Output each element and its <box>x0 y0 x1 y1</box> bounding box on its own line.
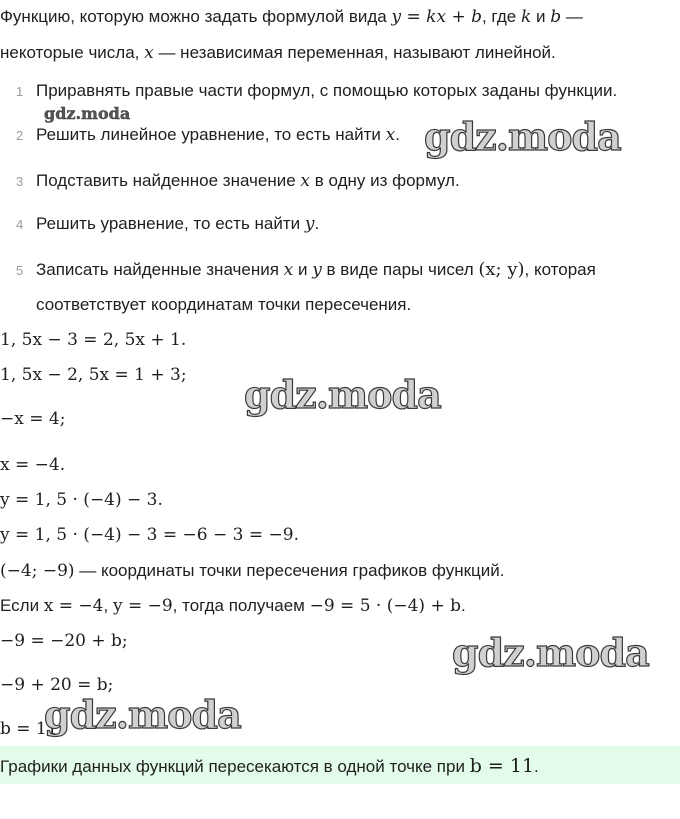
substituted-equation: −9 = 5 · (−4) + b <box>309 596 461 616</box>
step-number: 2 <box>16 128 24 143</box>
coords-line <box>0 560 504 582</box>
if-text: Если <box>0 596 44 615</box>
intro-text: — независимая переменная, называют линейной. <box>153 43 556 62</box>
intro-text: , где <box>481 7 521 26</box>
intro-line-1 <box>0 6 583 28</box>
coords-pair: (−4; −9) <box>0 561 75 581</box>
answer-box <box>0 746 680 784</box>
formula: y = kx + b <box>391 7 482 27</box>
intro-text: Функцию, которую можно задать формулой вида <box>0 7 392 26</box>
step-text: Подставить найденное значение x в одну из формул. <box>36 171 460 191</box>
equation-line: −9 + 20 = b; <box>0 675 114 695</box>
intro-text: некоторые числа, <box>0 43 145 62</box>
step-number: 5 <box>16 263 24 278</box>
watermark-logo: gdz.moda <box>44 692 241 737</box>
equation-line: 1, 5x − 2, 5x = 1 + 3; <box>0 365 187 385</box>
equation-line: 1, 5x − 3 = 2, 5x + 1. <box>0 330 187 350</box>
if-text: , тогда получаем <box>172 596 310 615</box>
var-k: k <box>520 7 532 27</box>
intro-text: и <box>531 7 551 26</box>
var-b: b <box>550 7 562 27</box>
if-text: . <box>461 596 466 615</box>
equation-line: −x = 4; <box>0 409 66 429</box>
condition-x: x = −4 <box>43 596 104 616</box>
equation-line: y = 1, 5 · (−4) − 3. <box>0 490 163 510</box>
var-x: x <box>144 43 154 63</box>
watermark-logo: gdz.moda <box>244 372 441 417</box>
watermark-logo: gdz.moda <box>44 104 131 123</box>
step-number: 3 <box>16 174 24 189</box>
step-text: Решить линейное уравнение, то есть найти x. <box>36 125 400 145</box>
step-text: Приравнять правые части формул, с помощью которых заданы функции. <box>36 81 618 100</box>
step-number: 1 <box>16 84 24 99</box>
step-text: Записать найденные значения x и y в виде пары чисел (x; y), которая <box>36 259 596 280</box>
condition-y: y = −9 <box>112 596 173 616</box>
equation-line: b = 11. <box>0 719 63 739</box>
equation-line: y = 1, 5 · (−4) − 3 = −6 − 3 = −9. <box>0 525 299 545</box>
if-text: , <box>103 596 113 615</box>
if-line <box>0 595 466 617</box>
equation-line: x = −4. <box>0 455 66 475</box>
watermark-logo: gdz.moda <box>452 630 649 675</box>
intro-text: — <box>561 7 583 26</box>
step-text: Решить уравнение, то есть найти y. <box>36 214 320 234</box>
step-number: 4 <box>16 217 24 232</box>
answer-text: Графики данных функций пересекаются в одной точке при b = 11. <box>0 755 539 777</box>
equation-line: −9 = −20 + b; <box>0 631 128 651</box>
step-text: соответствует координатам точки пересечения. <box>36 295 412 314</box>
intro-line-2 <box>0 42 556 64</box>
watermark-logo: gdz.moda <box>424 114 621 159</box>
coords-text: — координаты точки пересечения графиков функций. <box>74 561 505 580</box>
